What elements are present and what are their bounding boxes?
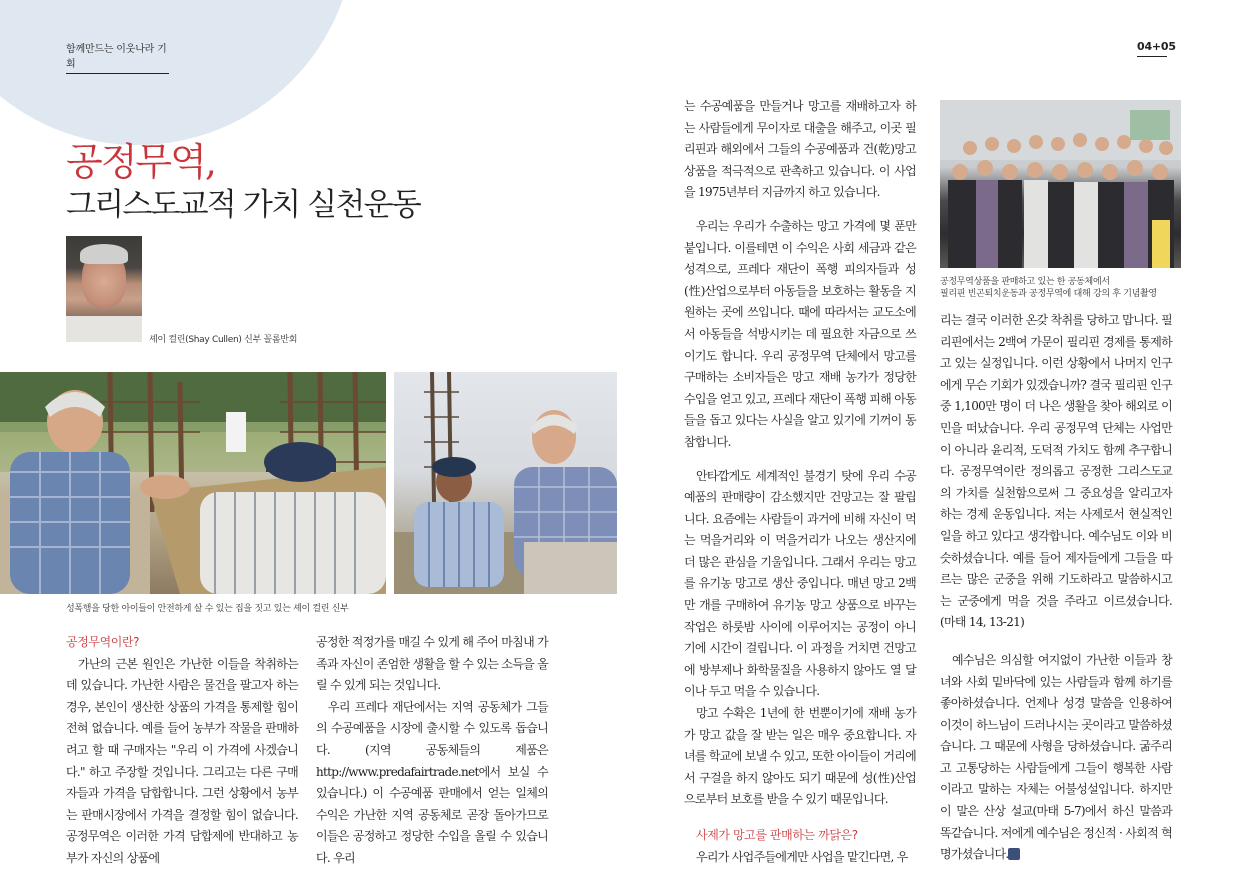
left-page [0, 0, 618, 896]
paragraph: 우리가 사업주들에게만 사업을 맡긴다면, 우 [696, 849, 908, 864]
right-column-1 [684, 96, 916, 868]
paragraph: 예수님은 의심할 여지없이 가난한 이들과 창녀와 사회 밑바닥에 있는 사람들과 함께 하기를 좋아하셨습니다. 언제나 성경 말씀을 인용하여 이것이 하느님이 드러나시는 곳이라고 말씀하셨습니다. 그 때문에 사형을 당하셨습니다. 굶주리고 고통당하는 사람들에게 그들이 행복한 사람이라고 말하는 자체는 어불성설입니다. 하지만 이 말은 산상 설교(마태 5-7)에서 하신 말씀과 똑같습니다. 저에게 예수님은 정신적 · 사회적 혁명가셨습니다. [940, 652, 1172, 862]
section-header: 함께만드는 이웃나라 기회 [66, 40, 169, 74]
group-photo-caption: 공정무역상품을 판매하고 있는 한 공동체에서 필리핀 빈곤퇴치운동과 공정무역에 대해 강의 후 기념촬영 [940, 277, 1157, 299]
page-number: 04+05 [1137, 40, 1167, 57]
author-caption: 셰이 컬린(Shay Cullen) 신부 꼴롬반회 [149, 335, 298, 345]
paragraph: 는 수공예품을 만들거나 망고를 재배하고자 하는 사람들에게 무이자로 대출을 해주고, 이곳 필리핀과 해외에서 그들의 수공예품과 건(乾)망고 상품을 적극적으로 판촉하고 있습니다. 이 사업을 1975년부터 지금까지 하고 있습니다. [684, 99, 916, 200]
decorative-circle [0, 0, 355, 145]
paragraph: 리는 결국 이러한 온갖 착취를 당하고 맙니다. 필리핀에서는 2백여 가문이 필리핀 경제를 통제하고 있는 실정입니다. 이런 상황에서 나머지 인구에게 무슨 기회가 있겠습니까? 결국 필리핀 인구 중 1,100만 명이 더 나은 생활을 찾아 해외로 이민을 떠났습니다. 우리 공정무역 단체는 사업만이 아니라 윤리적, 도덕적 가치도 함께 추구합니다. 공정무역이란 정의롭고 공정한 그리스도교의 가치를 실천함으로써 그 중요성을 알리고자 하는 경제 운동입니다. 저는 사제로서 현실적인 일을 하고 있다고 생각합니다. 예수님도 이와 비슷하셨습니다. 예를 들어 제자들에게 그들을 따르는 많은 군중을 위해 기도하라고 말씀하시고는 군중에게 먹을 것을 주라고 이르셨습니다. (마태 14, 13-21) [940, 313, 1172, 630]
priest-construction-photo [0, 372, 386, 594]
group-photo [940, 100, 1181, 268]
right-column-2 [940, 310, 1172, 866]
left-column-2 [316, 632, 548, 870]
priest-conversation-photo [394, 372, 617, 594]
paragraph: 공정한 적정가를 매길 수 있게 해 주어 마침내 가족과 자신이 존엄한 생활을 할 수 있는 소득을 올릴 수 있게 되는 것입니다. [316, 635, 548, 693]
paragraph: 우리 프레다 재단에서는 지역 공동체가 그들의 수공예품을 시장에 출시할 수 있도록 돕습니다. (지역 공동체들의 제품은 http://www.predafairtrade.net에서 보실 수 있습니다.) 이 수공예품 판매에서 얻는 일체의 수익은 가난한 지역 공동체로 곧장 돌아가므로 이들은 공정하고 정당한 수입을 올릴 수 있습니다. 우리 [316, 699, 548, 865]
paragraph: 망고 수확은 1년에 한 번뿐이기에 재배 농가가 망고 값을 잘 받는 일은 매우 중요합니다. 자녀를 학교에 보낼 수 있고, 또한 아이들이 거리에서 구걸을 하지 않아도 되기 때문에 성(性)산업으로부터 보호를 받을 수 있기 때문입니다. [684, 706, 916, 807]
author-portrait [66, 236, 142, 342]
end-mark-icon [1008, 848, 1020, 860]
section-heading: 사제가 망고를 판매하는 까닭은? [696, 828, 858, 842]
photo-caption: 성폭행을 당한 아이들이 안전하게 살 수 있는 집을 짓고 있는 셰이 컬린 신부 [66, 604, 349, 614]
section-heading: 공정무역이란? [66, 635, 140, 649]
left-column-1 [66, 632, 298, 870]
article-title-line2: 그리스도교적 가치 실천운동 [66, 187, 420, 223]
paragraph: 안타깝게도 세계적인 불경기 탓에 우리 수공예품의 판매량이 감소했지만 건망고는 잘 팔립니다. 요즘에는 사람들이 과거에 비해 자신이 먹는 먹을거리와 이 먹을거리가 나오는 생산지에 더 많은 관심을 기울입니다. 그래서 우리는 망고를 유기농 망고로 생산 중입니다. 매년 망고 2백만 개를 구매하여 유기농 망고 상품으로 바꾸는 작업은 하룻밤 사이에 이루어지는 공정이 아니기에 시간이 걸립니다. 이 과정을 거치면 건망고에 방부제나 화학물질을 사용하지 않아도 열 달이나 두고 먹을 수 있습니다. [684, 468, 916, 699]
article-title-line1: 공정무역, [66, 140, 215, 184]
paragraph: 우리는 우리가 수출하는 망고 가격에 몇 푼만 붙입니다. 이를테면 이 수익은 사회 세금과 같은 성격으로, 프레다 재단이 폭행 피의자들과 성(性)산업으로부터 아동들을 보호하는 활동을 지원하는 곳에 쓰입니다. 때에 따라서는 교도소에서 아동들을 석방시키는 데 필요한 자금으로 쓰이기도 합니다. 우리 공정무역 단체에서 망고를 구매하는 소비자들은 망고 재배 농가가 정당한 수입을 얻고 있고, 프레다 재단이 폭행 피해 아동들을 돕고 있다는 사실을 알고 있기에 기꺼이 동참합니다. [684, 218, 916, 449]
right-page [618, 0, 1237, 896]
paragraph: 가난의 근본 원인은 가난한 이들을 착취하는 데 있습니다. 가난한 사람은 물건을 팔고자 하는 경우, 본인이 생산한 상품의 가격을 통제할 힘이 전혀 없습니다. 예를 들어 농부가 작물을 판매하려고 할 때 구매자는 "우리 이 가격에 사겠습니다." 하고 주장할 것입니다. 그리고는 다른 구매자들과 가격을 담합합니다. 그런 상황에서 농부는 판매시장에서 가격을 결정할 힘이 없습니다. 공정무역은 이러한 가격 담합제에 반대하고 농부가 자신의 상품에 [66, 656, 298, 865]
